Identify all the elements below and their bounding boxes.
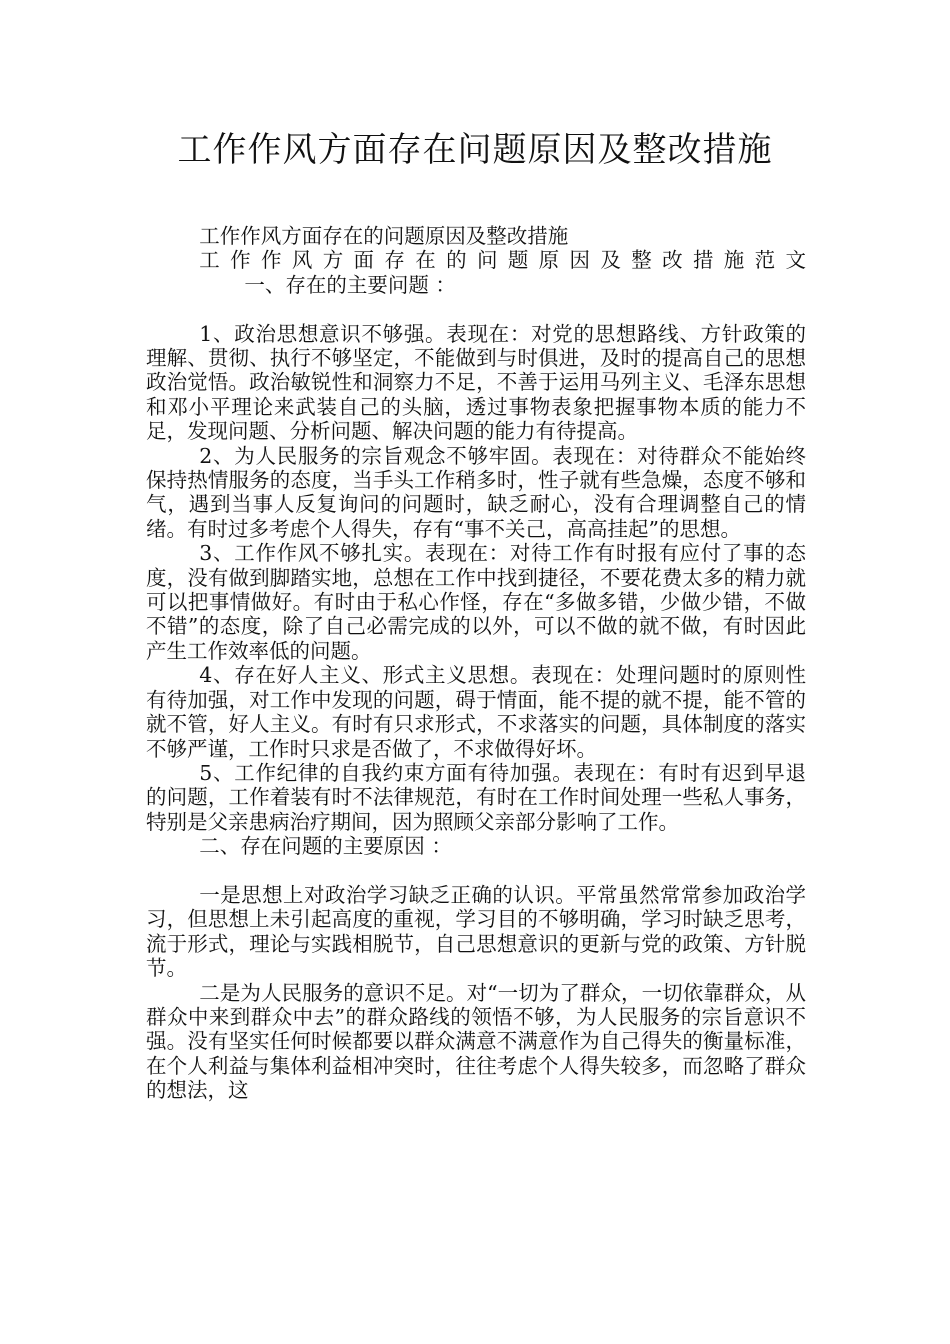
problem-item-3: 3、工作作风不够扎实。表现在：对待工作有时报有应付了事的态度，没有做到脚踏实地，总想在工作中找到捷径，不要花费太多的精力就可以把事情做好。有时由于私心作怪，存在“多做多错，少做少错，不做不错”的态度，除了自己必需完成的以外，可以不做的就不做，有时因此产生工作效率低的问题。 — [146, 541, 806, 663]
intro-paragraph — [146, 248, 806, 297]
section-2-heading: 二、存在问题的主要原因 ： — [199, 834, 452, 859]
problem-item-5: 5、工作纪律的自我约束方面有待加强。表现在：有时有迟到早退的问题，工作着装有时不法律规范，有时在工作时间处理一些私人事务，特别是父亲患病治疗期间，因为照顾父亲部分影响了工作。 — [146, 760, 806, 834]
document-body — [146, 224, 806, 1103]
document-title: 工作作风方面存在问题原因及整改措施 — [177, 130, 773, 170]
subtitle-paragraph: 工作作风方面存在的问题原因及整改措施 — [199, 224, 569, 248]
problem-item-1: 1、政治思想意识不够强。表现在：对党的思想路线、方针政策的理解、贯彻、执行不够坚定，不能做到与时俱进，及时的提高自己的思想政治觉悟。政治敏锐性和洞察力不足，不善于运用马列主义、毛泽东思想和邓小平理论来武装自己的头脑，透过事物表象把握事物本质的能力不足，发现问题、分析问题、解决问题的能力有待提高。 — [146, 321, 806, 444]
problem-item-4: 4、存在好人主义、形式主义思想。表现在：处理问题时的原则性有待加强，对工作中发现的问题，碍于情面，能不提的就不提，能不管的就不管，好人主义。有时有只求形式，不求落实的问题，具体制度的落实不够严谨，工作时只求是否做了，不求做得好坏。 — [146, 663, 806, 761]
intro-section-heading: 一、存在的主要问题 ： — [244, 272, 456, 297]
intro-main-text: 工作作风方面存在的问题原因及整改措施范文 — [199, 248, 806, 273]
problem-item-2: 2、为人民服务的宗旨观念不够牢固。表现在：对待群众不能始终保持热情服务的态度，当手头工作稍多时，性子就有些急燥，态度不够和气，遇到当事人反复询问的问题时，缺乏耐心，没有合理调整自己的情绪。有时过多考虑个人得失，存有“事不关己，高高挂起”的思想。 — [146, 443, 806, 541]
reason-paragraph-1: 一是思想上对政治学习缺乏正确的认识。平常虽然常常参加政治学习，但思想上未引起高度的重视，学习目的不够明确，学习时缺乏思考，流于形式，理论与实践相脱节，自己思想意识的更新与党的政策、方针脱节。 — [146, 882, 806, 981]
reason-paragraph-2: 二是为人民服务的意识不足。对“一切为了群众，一切依靠群众，从群众中来到群众中去”的群众路线的领悟不够，为人民服务的宗旨意识不强。没有坚实任何时候都要以群众满意不满意作为自己得失的衡量标准，在个人利益与集体利益相冲突时，往往考虑个人得失较多，而忽略了群众的想法，这 — [146, 980, 806, 1103]
